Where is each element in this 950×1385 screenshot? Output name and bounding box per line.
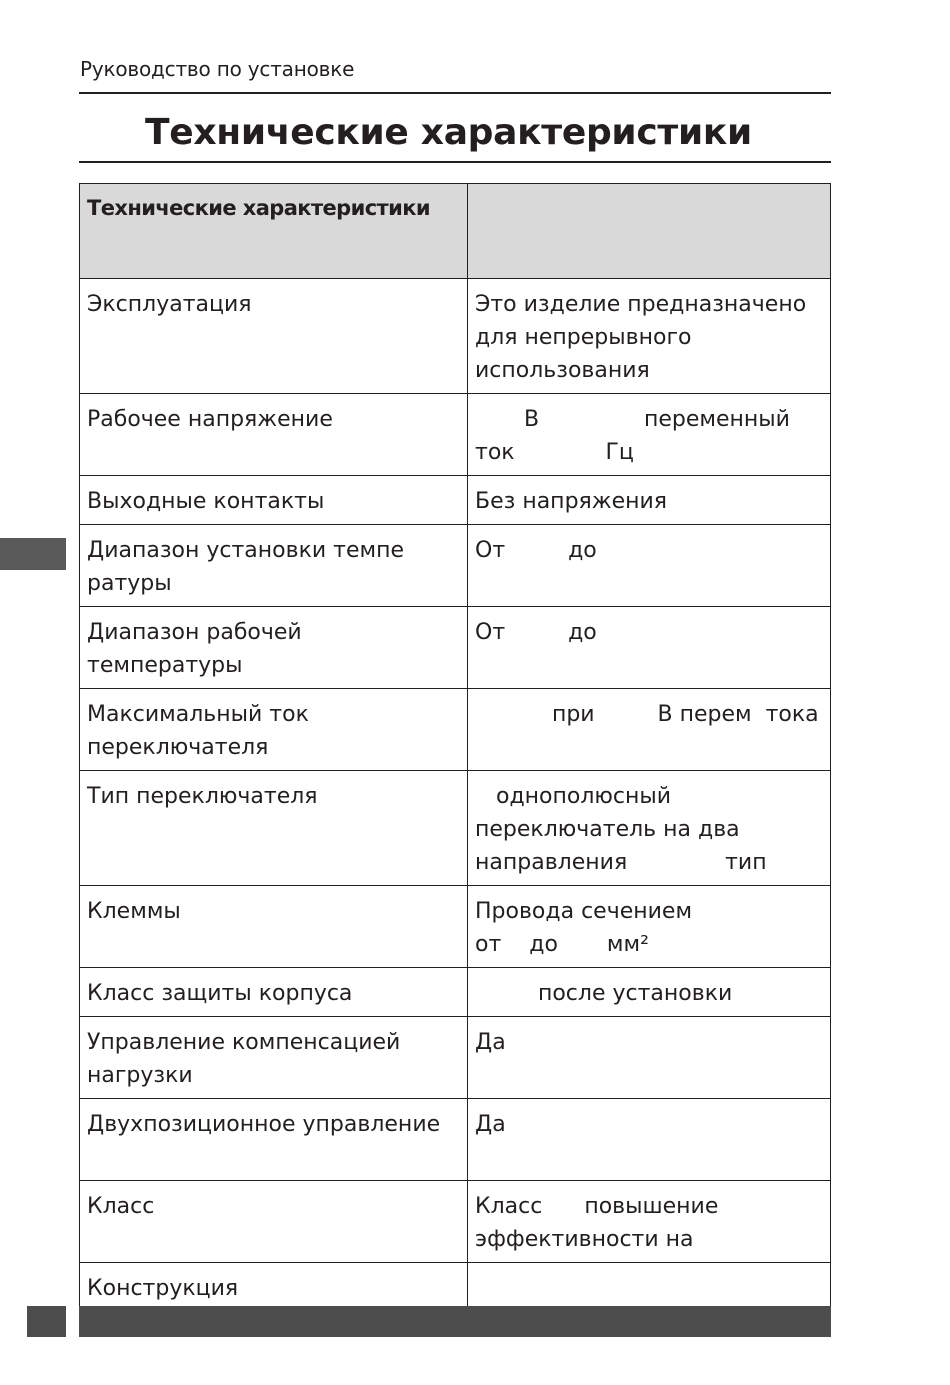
- spec-value: после установки: [468, 968, 831, 1017]
- spec-value: Провода сечением от до мм²: [468, 886, 831, 968]
- spec-value: Это изделие предназначено для непрерывного использования: [468, 279, 831, 394]
- spec-value: Без напряжения: [468, 476, 831, 525]
- table-row: [80, 1181, 831, 1263]
- spec-name: Конструкция: [80, 1263, 468, 1312]
- table-row: [80, 476, 831, 525]
- table-row: [80, 279, 831, 394]
- section-tab: [0, 538, 66, 570]
- table-row: [80, 1017, 831, 1099]
- table-row: [80, 771, 831, 886]
- header-rule: [79, 92, 831, 94]
- spec-value: Класс повышение эффективности на: [468, 1181, 831, 1263]
- table-header-key: Технические характеристики: [80, 184, 468, 279]
- table-row: [80, 1099, 831, 1181]
- footer-page-marker: [27, 1306, 66, 1337]
- spec-name: Диапазон рабочей температуры: [80, 607, 468, 689]
- spec-value: В переменный ток Гц: [468, 394, 831, 476]
- table-row: [80, 607, 831, 689]
- spec-name: Класс защиты корпуса: [80, 968, 468, 1017]
- table-row: [80, 1263, 831, 1312]
- spec-name: Эксплуатация: [80, 279, 468, 394]
- spec-name: Рабочее напряжение: [80, 394, 468, 476]
- table-header-row: [80, 184, 831, 279]
- running-head: Руководство по установке: [80, 57, 355, 81]
- spec-value: От до: [468, 525, 831, 607]
- specs-table: [79, 183, 831, 1312]
- spec-name: Тип переключателя: [80, 771, 468, 886]
- spec-value: От до: [468, 607, 831, 689]
- table-row: [80, 689, 831, 771]
- spec-name: Выходные контакты: [80, 476, 468, 525]
- spec-name: Максимальный ток переключателя: [80, 689, 468, 771]
- table-row: [80, 525, 831, 607]
- table-row: [80, 968, 831, 1017]
- spec-value: однополюсный переключатель на два направления тип: [468, 771, 831, 886]
- table-row: [80, 886, 831, 968]
- spec-name: Двухпозиционное управление: [80, 1099, 468, 1181]
- spec-value: при В перем тока: [468, 689, 831, 771]
- page-title: Технические характеристики: [145, 112, 752, 153]
- spec-name: Класс: [80, 1181, 468, 1263]
- table-header-value: [468, 184, 831, 279]
- spec-name: Диапазон установки темпе ратуры: [80, 525, 468, 607]
- spec-name: Управление компенсацией нагрузки: [80, 1017, 468, 1099]
- spec-value: [468, 1263, 831, 1312]
- table-row: [80, 394, 831, 476]
- spec-value: Да: [468, 1099, 831, 1181]
- footer-bar: [79, 1306, 831, 1337]
- spec-name: Клеммы: [80, 886, 468, 968]
- spec-value: Да: [468, 1017, 831, 1099]
- title-rule: [79, 161, 831, 163]
